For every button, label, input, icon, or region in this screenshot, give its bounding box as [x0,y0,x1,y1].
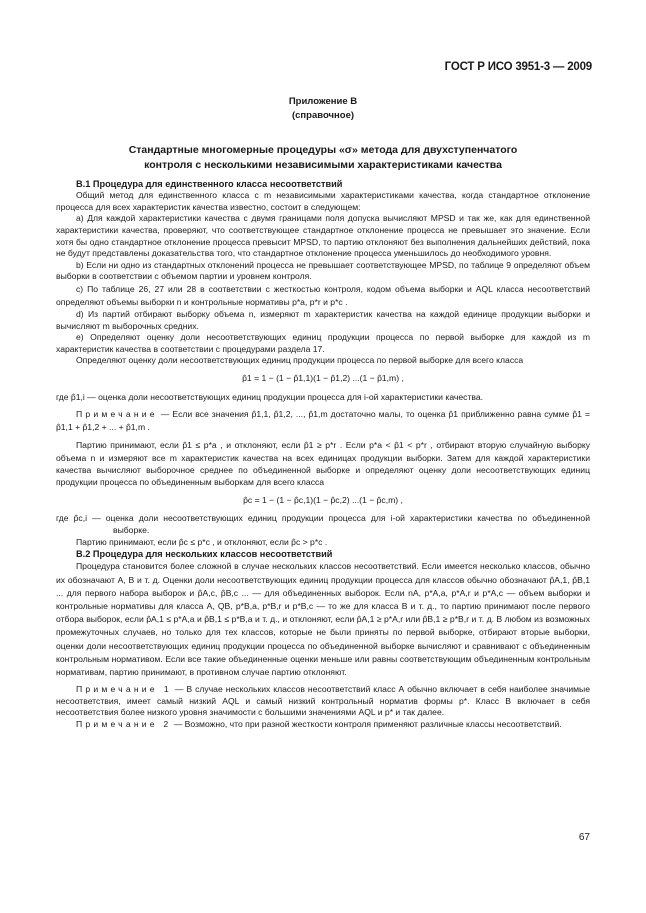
formula-combined-sample: p̂c = 1 − (1 − p̂c,1)(1 − p̂c,2) ...(1 − p̂c,m) , [243,494,403,505]
note-text: — Если все значения p̂1,1, p̂1,2, ..., p̂1,m достаточно малы, то оценка p̂1 приближенно равна сумме p̂1 = p̂1,1 + p̂1,2 + ... + p̂1,m . [56,409,590,433]
b1-item-b: b) Если ни одно из стандартных отклонений процесса не превышает соответствующее MPSD, по таблице 9 определяют объем выборки в соответствии с объемом партии и уровнем контроля. [56,259,590,282]
section-b2-heading: В.2 Процедура для нескольких классов несоответствий [76,549,333,560]
b1-note [56,408,590,434]
annex-title: Приложение В [288,96,358,107]
b1-intro: Общий метод для единственного класса с m независимыми характеристиками качества, когда стандартное отклонение процесса для всех характеристик качества известно, состоит в следующем: [56,190,590,212]
b1-acceptance-combined: Партию принимают, если p̂c ≤ p*c , и отклоняют, если p̂c > p*c . [76,536,328,547]
b2-note-2 [56,719,590,731]
note-label: Примечание [76,409,158,420]
b1-where-2: где p̂c,i — оценка доли несоответствующих единиц продукции процесса для i-ой характеристики качества по объединенной выборке. [56,513,590,535]
page-number: 67 [578,832,590,843]
annex-heading [0,95,646,123]
b1-item-a: а) Для каждой характеристики качества с двумя границами поля допуска вычисляют MPSD и так же, как для единственной характеристики качества, проверяют, что соответствующее стандартное отклонение процесса не превышает это значение. Если хотя бы одно стандартное отклонение процесса превысит MPSD, то партию отклоняют без выполнения дальнейших действий, пока не будут представлены доказательства того, что стандартное отклонение процесса уменьшилось до необходимого уровня. [56,213,590,259]
note-1-text: — В случае нескольких классов несоответствий класс А обычно включает в себя наиболее значимые несоответствия, имеет самый низкий AQL и самый низкий контрольный норматив формы p*. Класс В включает в себя несоответствия более низкого уровня значимости с большими значениями AQL и p* и так далее. [56,684,591,718]
document-code-header: ГОСТ Р ИСО 3951-3 — 2009 [444,61,592,73]
note-2-label: Примечание 2 [76,718,172,729]
b1-item-c: c) По таблице 26, 27 или 28 в соответствии с жесткостью контроля, кодом объема выборки и AQL класса несоответствий определяют объемы выборки n и контрольные нормативы p*a, p*r и p*c . [56,283,590,307]
title-line-1: Стандартные многомерные процедуры «σ» метода для двухступенчатого [128,144,518,156]
section-b1-heading: В.1 Процедура для единственного класса несоответствий [76,179,343,189]
annex-subtitle: (справочное) [291,110,355,121]
b2-paragraph: Процедура становится более сложной в случае нескольких классов несоответствий. Если имеется несколько классов, обычно их обозначают А, В и т. д. Оценки доли несоответствующих единиц продукции процесса для классов обычно обозначают p̂A,1, p̂B,1 ... для первого набора выборок и p̂A,c, p̂B,c ... — для объединенных выборок. Если nA, p*A,a, p*A,r и p*A,c — объем выборки и контрольные нормативы для класса А, QB, p*B,a, p*B,r и p*B,c — то же для класса В и т. д., то партию принимают после первого отбора выборок, если p̂A,1 ≤ p*A,a и p̂B,1 ≤ p*B,a и т. д., и отклоняют, если p̂A,1 ≥ p*A,r или p̂B,1 ≥ p*B,r и т. д. В любом из возможных промежуточных случаев, но только для тех классов, которые не были приняты по первой выборке, отбирают вторые выборки, оценки доли несоответствующих единиц продукции процесса по объединенной выборке вычисляют и сравнивают с объединенным контрольным нормативом. Если все такие объединенные оценки меньше или равны соответствующим объединенным контрольным нормативам, партию принимают, в противном случае партию отклоняют. [56,561,590,677]
b1-where-1: где p̂1,i — оценка доли несоответствующих единиц продукции процесса для i-ой характеристики качества. [56,391,484,402]
b1-item-d: d) Из партий отбирают выборку объема n, измеряют m характеристик качества на каждой единице продукции выборки и вычисляют m выборочных средних. [56,308,590,331]
b2-note-1 [56,684,590,719]
formula-first-sample: p̂1 = 1 − (1 − p̂1,1)(1 − p̂1,2) ...(1 − p̂1,m) , [242,372,404,383]
note-2-text: — Возможно, что при разной жесткости контроля применяют различные классы несоответствий. [173,718,562,729]
b1-acceptance-first: Партию принимают, если p̂1 ≤ p*a , и отклоняют, если p̂1 ≥ p*r . Если p*a < p̂1 < p*r , отбирают вторую случайную выборку объема n и измеряют все m характеристик качества на всех единицах продукции выборки. Затем для каждой характеристики качества вычисляют выборочное среднее по объединенной выборке и определяют оценку доли несоответствующих единиц продукции процесса по объединенным выборкам для всего класса [56,440,590,488]
b1-item-e: e) Определяют оценку доли несоответствующих единиц продукции процесса по первой выборке для каждой из m характеристик качества в соответствии с процедурами раздела 17. [56,332,590,354]
document-title [0,143,646,173]
title-line-2: контроля с несколькими независимыми характеристиками качества [144,159,502,171]
document-body [56,178,590,731]
note-1-label: Примечание 1 [76,684,172,695]
b1-class-estimate: Определяют оценку доли несоответствующих единиц продукции процесса по первой выборке для всего класса [76,355,524,366]
